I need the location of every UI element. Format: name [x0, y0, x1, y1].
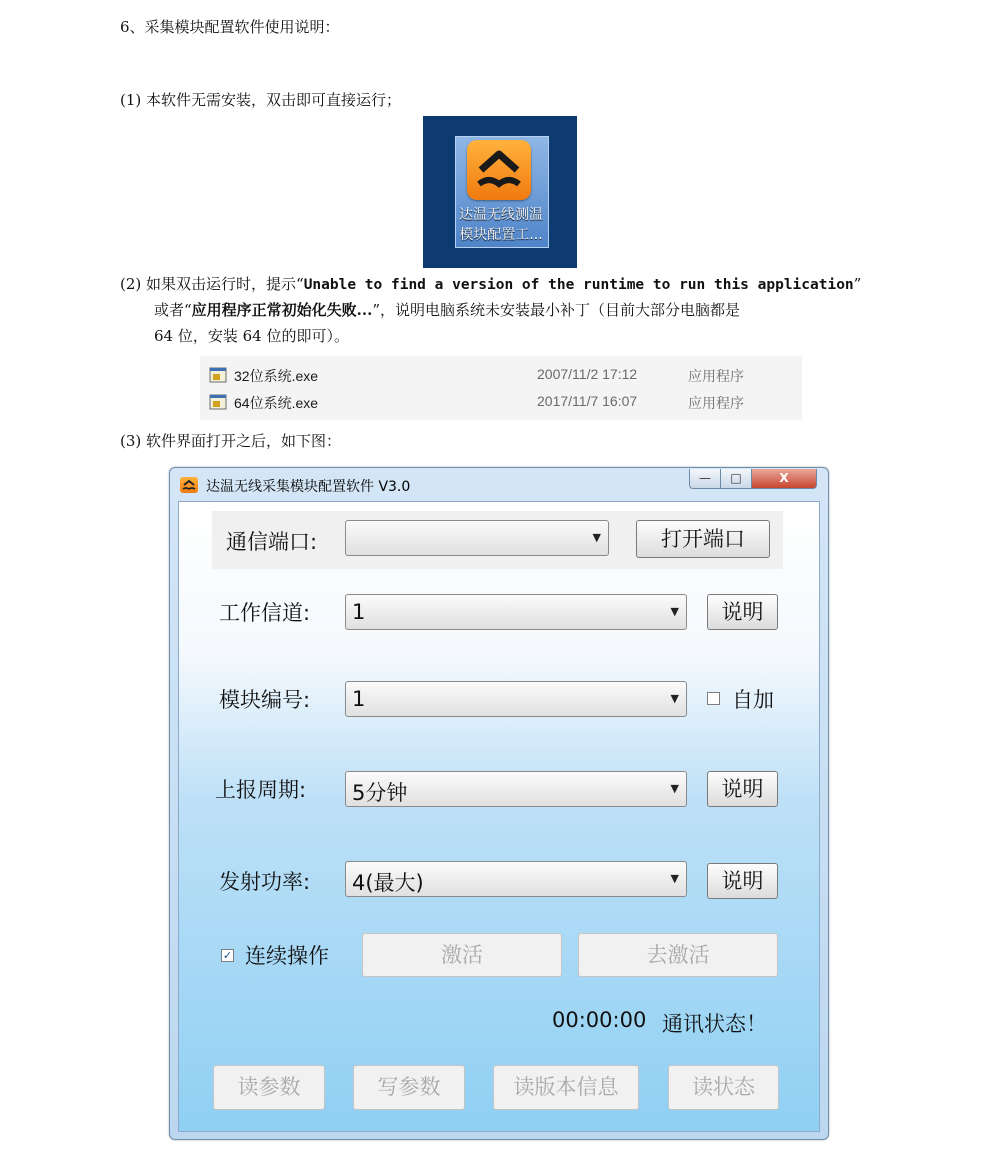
close-button[interactable]: X [751, 469, 817, 489]
title-bar[interactable] [170, 468, 828, 500]
file-list [200, 356, 802, 420]
file-date: 2007/11/2 17:12 [537, 366, 638, 382]
read-status-button[interactable]: 读状态 [668, 1065, 779, 1110]
file-type: 应用程序 [688, 368, 744, 384]
module-select[interactable] [345, 681, 687, 717]
channel-label: 工作信道: [219, 601, 311, 625]
chevron-down-icon: ▼ [592, 531, 601, 544]
exe-file-icon [209, 394, 227, 410]
app-logo-icon[interactable] [467, 140, 531, 200]
file-name: 64位系统.exe [234, 395, 319, 411]
deactivate-button[interactable]: 去激活 [578, 933, 778, 977]
period-label: 上报周期: [215, 778, 307, 802]
read-version-button[interactable]: 读版本信息 [493, 1065, 639, 1110]
step-2-line2-c: ”，说明电脑系统未安装最小补丁（目前大部分电脑都是 [372, 301, 741, 319]
window-title: 达温无线采集模块配置软件 V3.0 [206, 479, 411, 495]
write-params-button[interactable]: 写参数 [353, 1065, 465, 1110]
step-1-text: (1) 本软件无需安装，双击即可直接运行； [120, 91, 402, 109]
power-explain-button[interactable]: 说明 [707, 863, 778, 899]
desktop-icon-screenshot [423, 116, 577, 268]
comm-status-text: 通讯状态！ [662, 1012, 767, 1036]
step-3-text: (3) 软件界面打开之后，如下图： [120, 432, 342, 450]
step-2-line3: 64 位，安装 64 位的即可）。 [154, 327, 349, 345]
open-port-button[interactable]: 打开端口 [636, 520, 770, 558]
elapsed-timer: 00:00:00 [552, 1008, 647, 1032]
port-label: 通信端口: [226, 530, 318, 554]
module-label: 模块编号: [219, 688, 311, 712]
section-heading: 6、采集模块配置软件使用说明： [120, 18, 340, 36]
chevron-down-icon: ▼ [670, 605, 679, 618]
port-select[interactable] [345, 520, 609, 556]
continuous-checkbox[interactable]: ✓ [222, 949, 233, 962]
chevron-down-icon: ▼ [670, 692, 679, 705]
client-area [178, 501, 820, 1132]
file-row[interactable] [200, 362, 802, 388]
power-label: 发射功率: [219, 870, 311, 894]
chevron-down-icon: ▼ [670, 782, 679, 795]
continuous-label: 连续操作 [245, 944, 329, 968]
file-row[interactable] [200, 389, 802, 415]
module-value: 1 [352, 687, 366, 711]
runtime-error-quote: Unable to find a version of the runtime to run this application [303, 277, 854, 293]
power-value: 4(最大) [352, 871, 424, 895]
exe-file-icon [209, 367, 227, 383]
step-2-line2 [154, 299, 740, 321]
icon-caption-line2: 模块配置工... [459, 227, 543, 243]
step-2-suffix: ” [853, 275, 862, 293]
step-2-line2-a: 或者“ [154, 301, 192, 319]
channel-select[interactable] [345, 594, 687, 630]
file-type: 应用程序 [688, 395, 744, 411]
file-date: 2017/11/7 16:07 [537, 393, 638, 409]
auto-increment-checkbox[interactable] [707, 692, 720, 705]
auto-increment-label: 自加 [732, 688, 774, 712]
read-params-button[interactable]: 读参数 [213, 1065, 325, 1110]
step-2-prefix: (2) 如果双击运行时，提示“ [120, 275, 304, 293]
step-2-line1 [120, 273, 861, 296]
channel-explain-button[interactable]: 说明 [707, 594, 778, 630]
init-failure-quote: 应用程序正常初始化失败... [191, 301, 373, 319]
channel-value: 1 [352, 600, 366, 624]
icon-caption-line1: 达温无线测温 [459, 207, 543, 223]
app-logo-icon [180, 477, 198, 493]
chevron-down-icon: ▼ [670, 872, 679, 885]
power-select[interactable] [345, 861, 687, 897]
app-window [169, 467, 829, 1140]
maximize-button[interactable]: □ [720, 469, 752, 489]
minimize-button[interactable]: — [689, 469, 721, 489]
file-name: 32位系统.exe [234, 368, 319, 384]
period-explain-button[interactable]: 说明 [707, 771, 778, 807]
period-select[interactable] [345, 771, 687, 807]
period-value: 5分钟 [352, 781, 408, 805]
activate-button[interactable]: 激活 [362, 933, 562, 977]
